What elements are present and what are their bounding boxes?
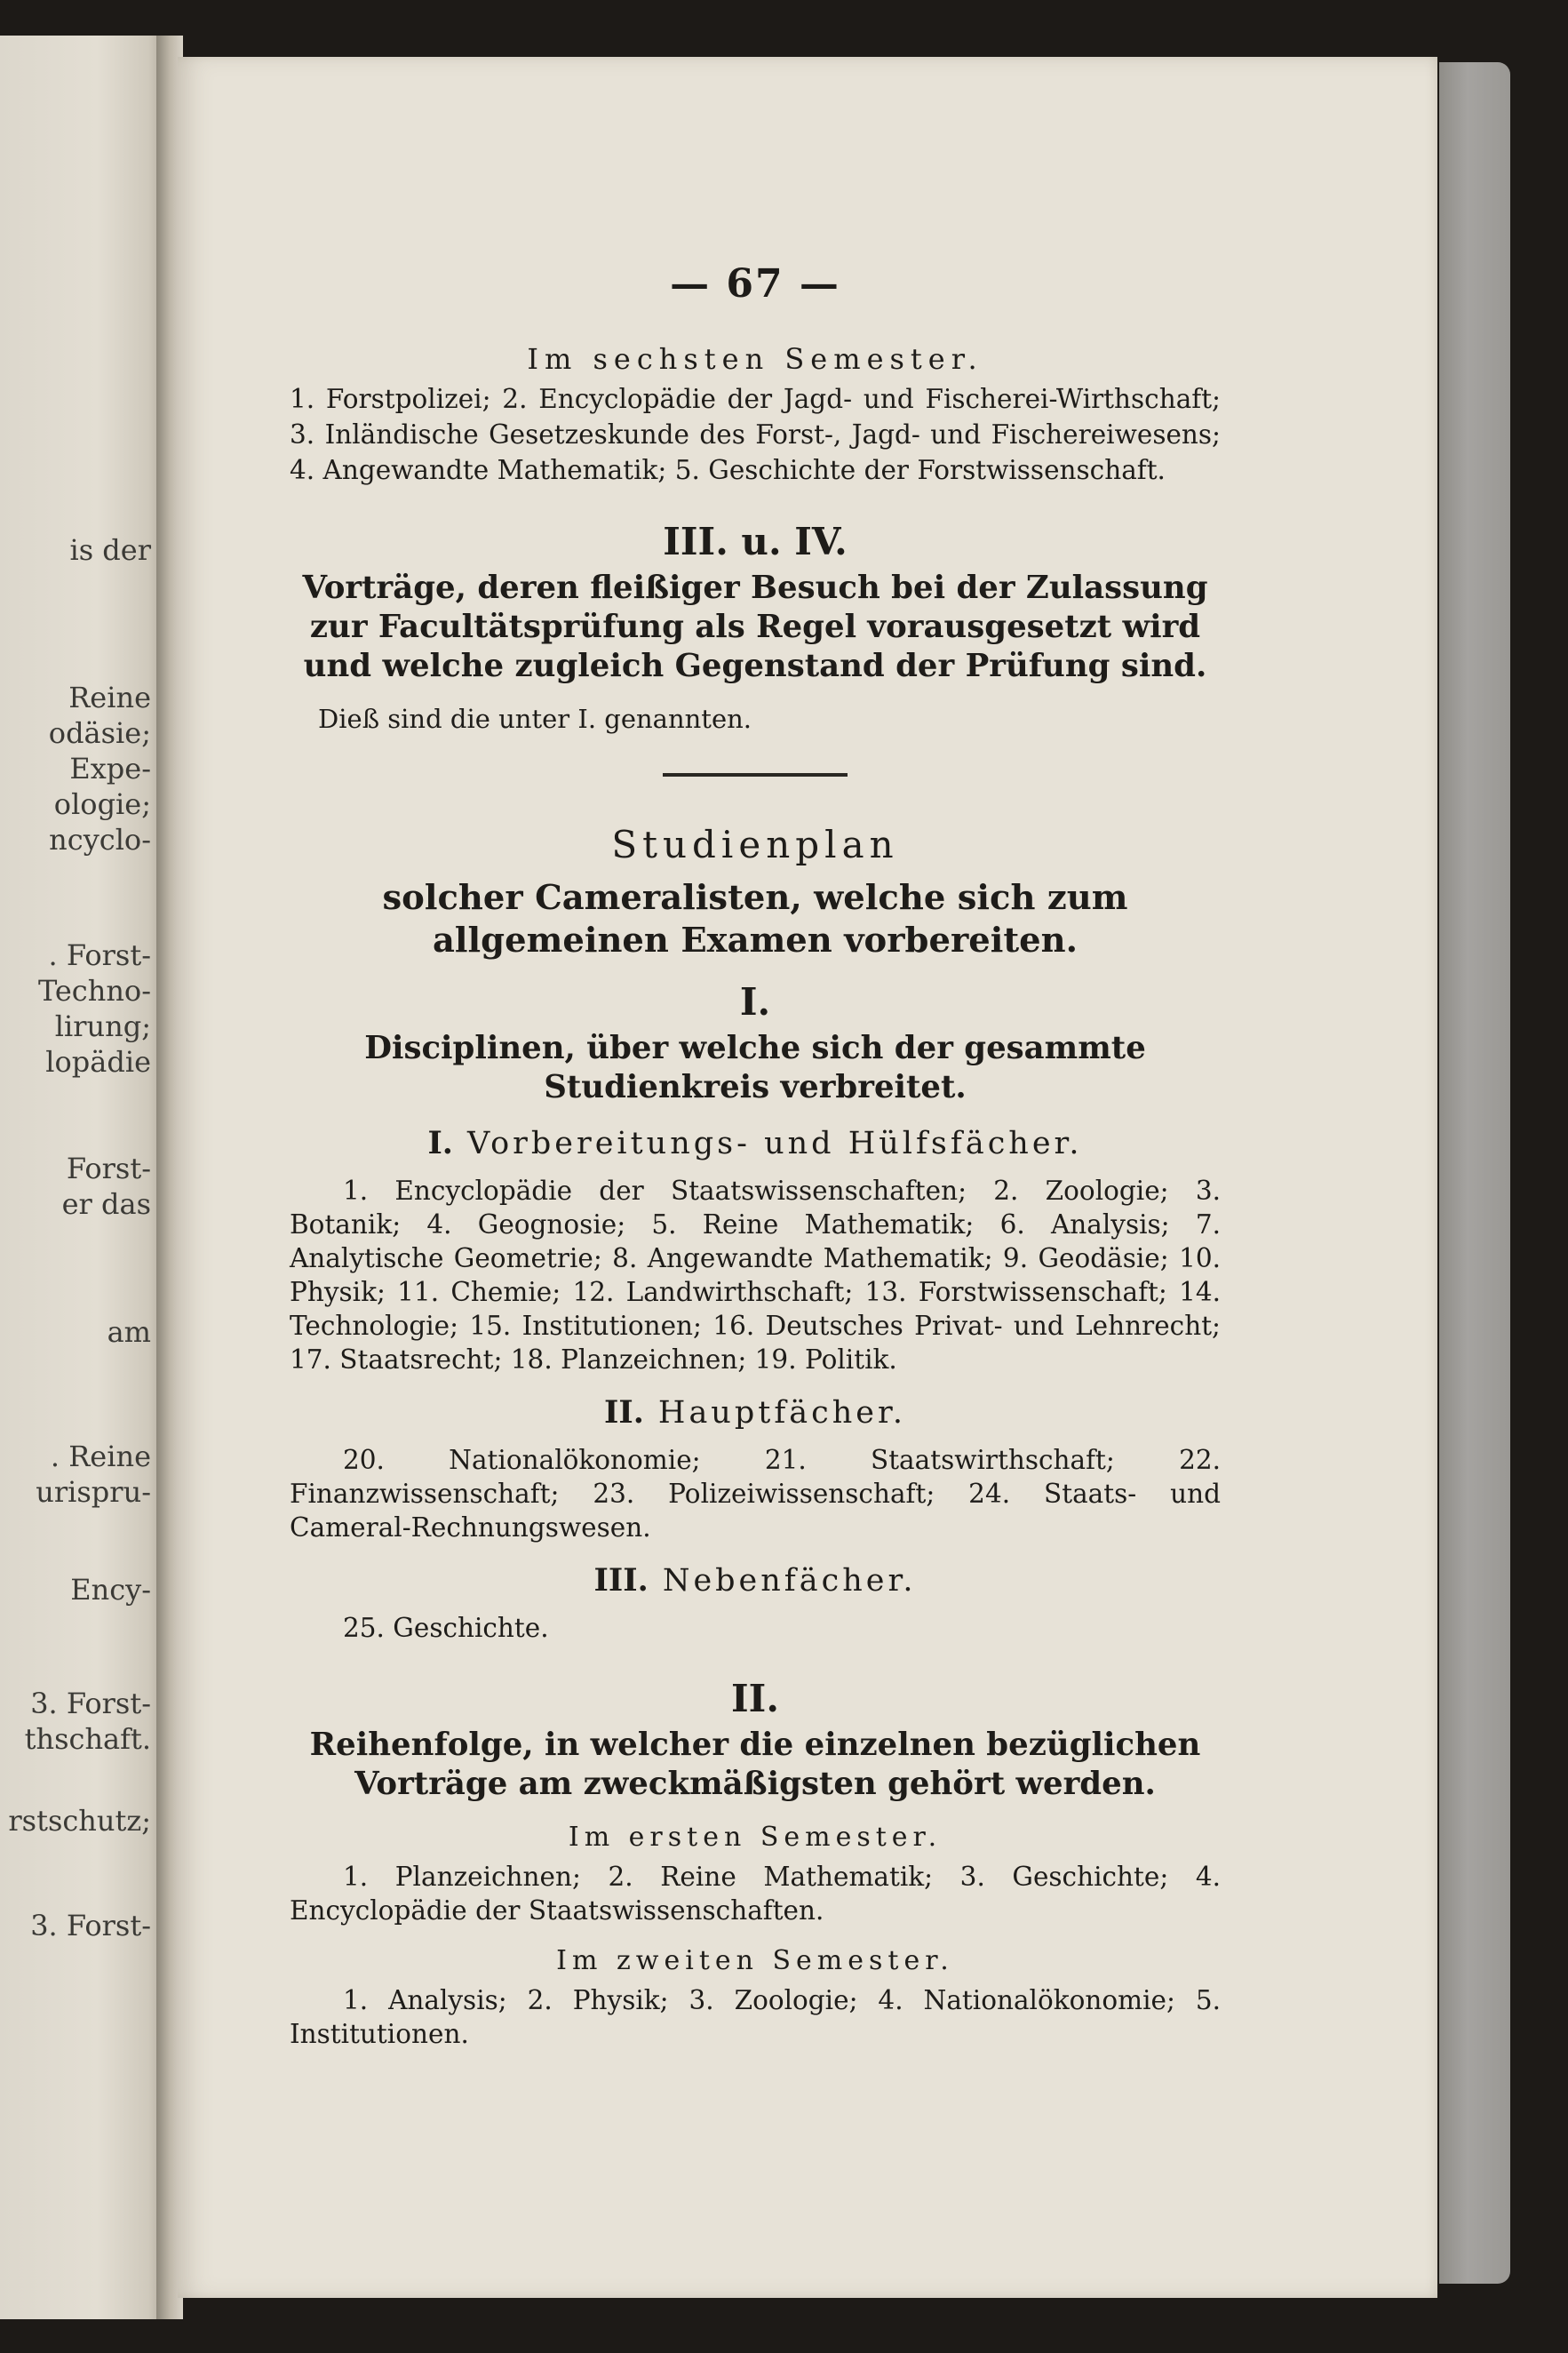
left-fragment: . Forst- [48,938,151,972]
left-fragment: Techno- [37,974,151,1008]
left-fragment: thschaft. [24,1722,151,1756]
group-heading-preparatory [290,1125,1221,1161]
section-iii-iv-note: Dieß sind die unter I. genannten. [318,704,752,734]
first-semester-text: 1. Planzeichnen; 2. Reine Mathematik; 3. Geschichte; 4. Encyclopädie der Staatswissenschaften. [290,1862,1221,1926]
left-fragment: Forst- [66,1152,151,1185]
page-text-block [290,261,1221,2051]
left-fragment: lirung; [54,1009,151,1043]
group-title: Nebenfächer. [662,1563,917,1599]
part-one-heading: Disciplinen, über welche sich der gesammte Studienkreis verbreitet. [364,1030,1146,1105]
group-number: I. [427,1125,453,1161]
section-iii-iv-text: Vorträge, deren fleißiger Besuch bei der Zulassung zur Facultätsprüfung als Regel vorausgesetzt wird und welche zugleich Gegenstand der Prüfung sind. [302,570,1208,684]
group-title: Vorbereitungs- und Hülfsfächer. [467,1126,1083,1161]
second-semester-text: 1. Analysis; 2. Physik; 3. Zoologie; 4. Nationalökonomie; 5. Institutionen. [290,1985,1221,2049]
group-text-secondary: 25. Geschichte. [343,1613,549,1643]
studienplan-subtitle: solcher Cameralisten, welche sich zum allgemeinen Examen vorbereiten. [382,878,1128,961]
left-facing-page [0,36,162,2319]
group-number: III. [593,1562,649,1599]
left-fragment: urispru- [36,1475,151,1509]
left-fragment: Reine [68,681,151,714]
left-fragment: lopädie [45,1045,151,1079]
group-heading-main [290,1394,1221,1431]
page-edge-stack [1439,62,1510,2284]
group-text-preparatory: 1. Encyclopädie der Staatswissenschaften; 2. Zoologie; 3. Botanik; 4. Geognosie; 5. Reine Mathematik; 6. Analysis; 7. Analytische Geometrie; 8. Angewandte Mathematik; 9. Geodäsie; 10. Physik; 11. Chemie; 12. Landwirthschaft; 13. Forstwissenschaft; 14. Technologie; 15. Institutionen; 16. Deutsches Privat- und Lehnrecht; 17. Staatsrecht; 18. Planzeichnen; 19. Politik. [290,1176,1221,1375]
left-fragment: 3. Forst- [30,1687,151,1720]
left-fragment: am [107,1315,151,1349]
part-two-heading: Reihenfolge, in welcher die einzelnen bezüglichen Vorträge am zweckmäßigsten gehört werden. [309,1727,1201,1802]
left-fragment: Expe- [69,752,151,786]
right-page [178,57,1437,2298]
left-fragment: 3. Forst- [30,1909,151,1942]
sixth-semester-heading: Im sechsten Semester. [527,342,983,376]
left-fragment: is der [69,533,151,567]
second-semester-heading: Im zweiten Semester. [556,1945,954,1976]
left-fragment: Ency- [70,1573,151,1607]
group-text-main: 20. Nationalökonomie; 21. Staatswirthschaft; 22. Finanzwissenschaft; 23. Polizeiwissenschaft; 24. Staats- und Cameral-Rechnungswesen. [290,1445,1221,1543]
left-fragment: ologie; [53,787,151,821]
sixth-semester-text: 1. Forstpolizei; 2. Encyclopädie der Jagd- und Fischerei-Wirthschaft; 3. Inländische Gesetzeskunde des Forst-, Jagd- und Fischereiwesens; 4. Angewandte Mathematik; 5. Geschichte der Forstwissenschaft. [290,384,1221,485]
left-fragment: rstschutz; [8,1804,151,1838]
group-heading-secondary [290,1562,1221,1599]
part-two-roman: II. [731,1677,779,1720]
left-fragment: ncyclo- [49,823,151,857]
studienplan-title: Studienplan [611,823,899,866]
left-fragment: . Reine [50,1440,151,1473]
first-semester-heading: Im ersten Semester. [568,1822,943,1853]
left-fragment: er das [61,1187,151,1221]
page-number: — 67 — [670,261,840,307]
section-divider-rule [663,773,848,777]
group-title: Hauptfächer. [657,1395,907,1431]
part-one-roman: I. [739,980,771,1024]
section-iii-iv-heading: III. u. IV. [663,520,848,563]
left-page-text-fragments [0,36,162,2319]
group-number: II. [603,1394,644,1431]
left-fragment: odäsie; [48,716,151,750]
